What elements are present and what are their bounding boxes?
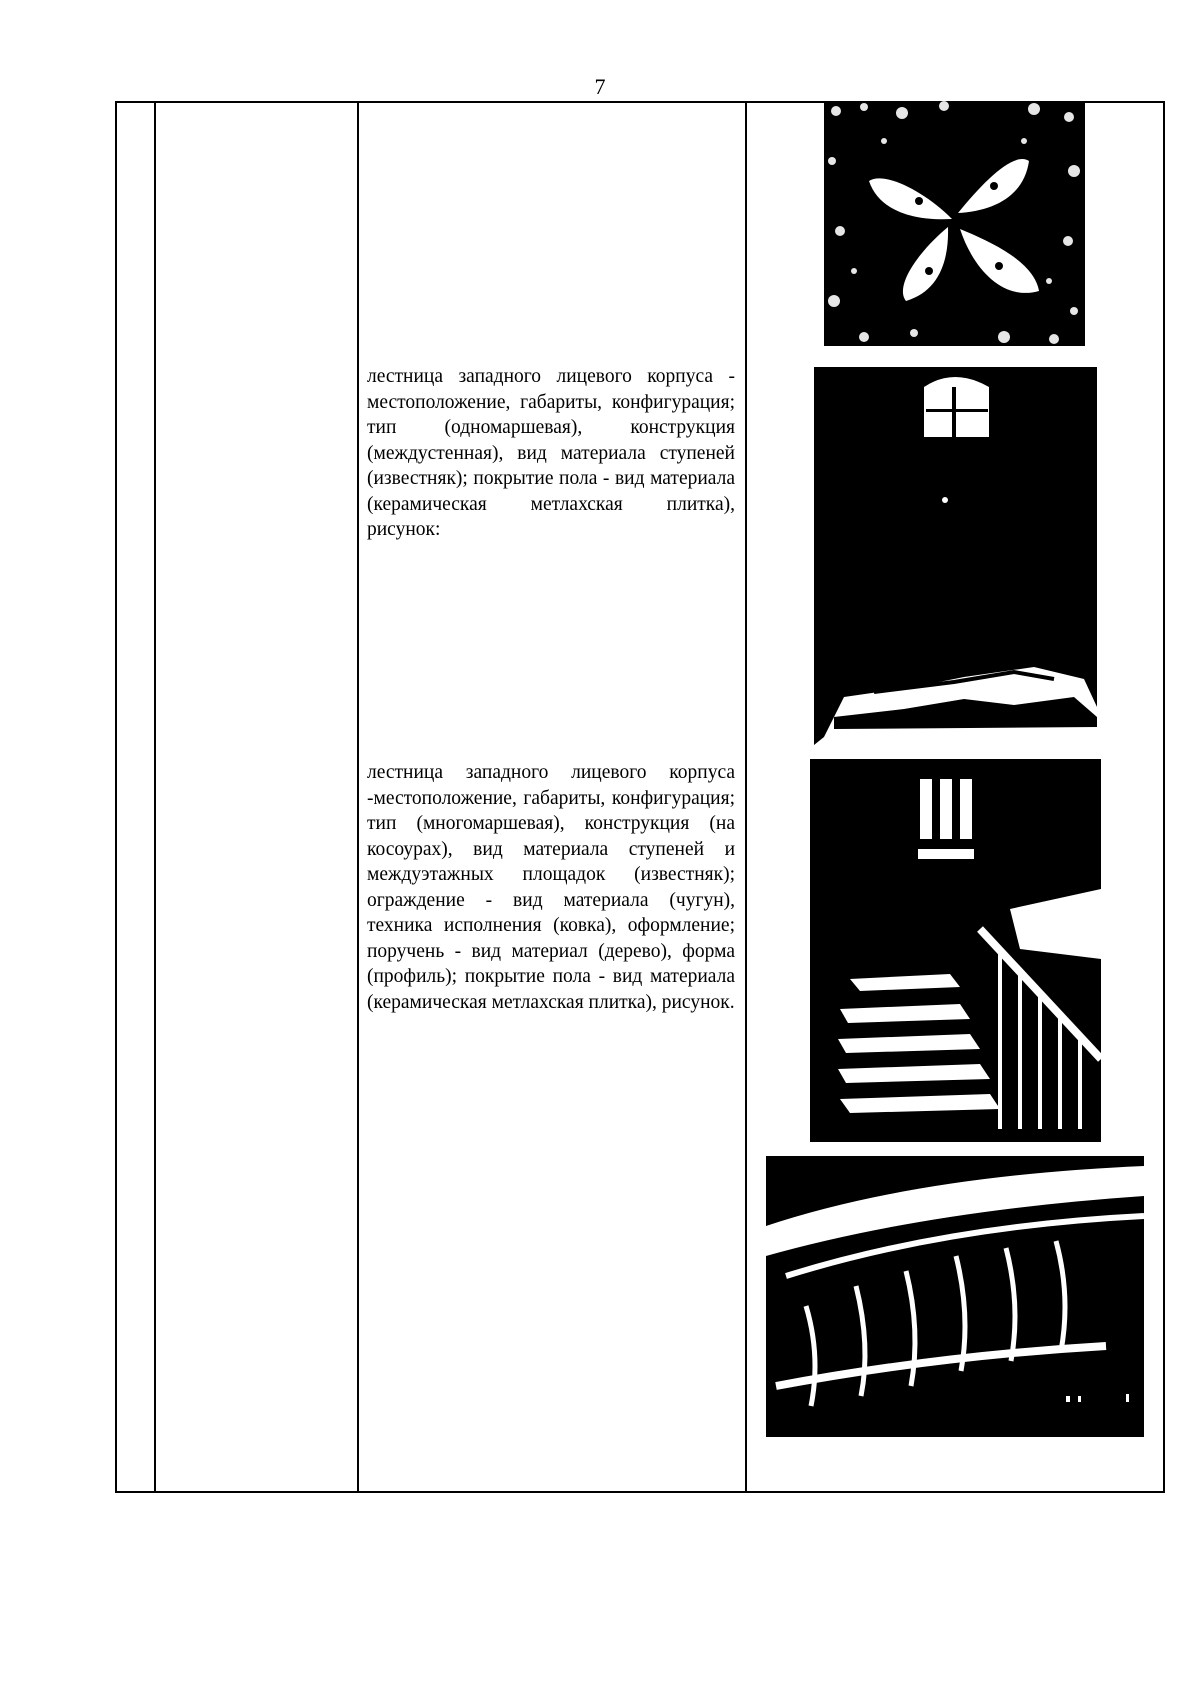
photo-multi-flight-staircase — [810, 759, 1101, 1142]
table-column-divider — [154, 103, 156, 1491]
table-column-divider — [745, 103, 747, 1491]
photo-railing-detail — [766, 1156, 1144, 1437]
staircase-description-single-flight: лестница западного лицевого корпуса - местоположение, габариты, конфигурация; тип (одномаршевая), конструкция (междустенная), вид материала ступеней (известняк); покрытие пола - вид материала (керамическая метлахская плитка), рисунок: — [367, 366, 735, 540]
table-column-divider — [357, 103, 359, 1491]
page-number: 7 — [594, 74, 606, 99]
staircase-description-multi-flight: лестница западного лицевого корпуса -местоположение, габариты, конфигурация; тип (многомаршевая), конструкция (на косоурах), вид материала ступеней и междуэтажных площадок (известняк); ограждение - вид материала (чугун), техника исполнения (ковка), оформление; поручень - вид материал (дерево), форма (профиль); покрытие пола - вид материала (керамическая метлахская плитка), рисунок. — [367, 762, 735, 1013]
photo-single-flight-staircase — [814, 367, 1097, 745]
photo-floor-tile — [824, 101, 1085, 346]
